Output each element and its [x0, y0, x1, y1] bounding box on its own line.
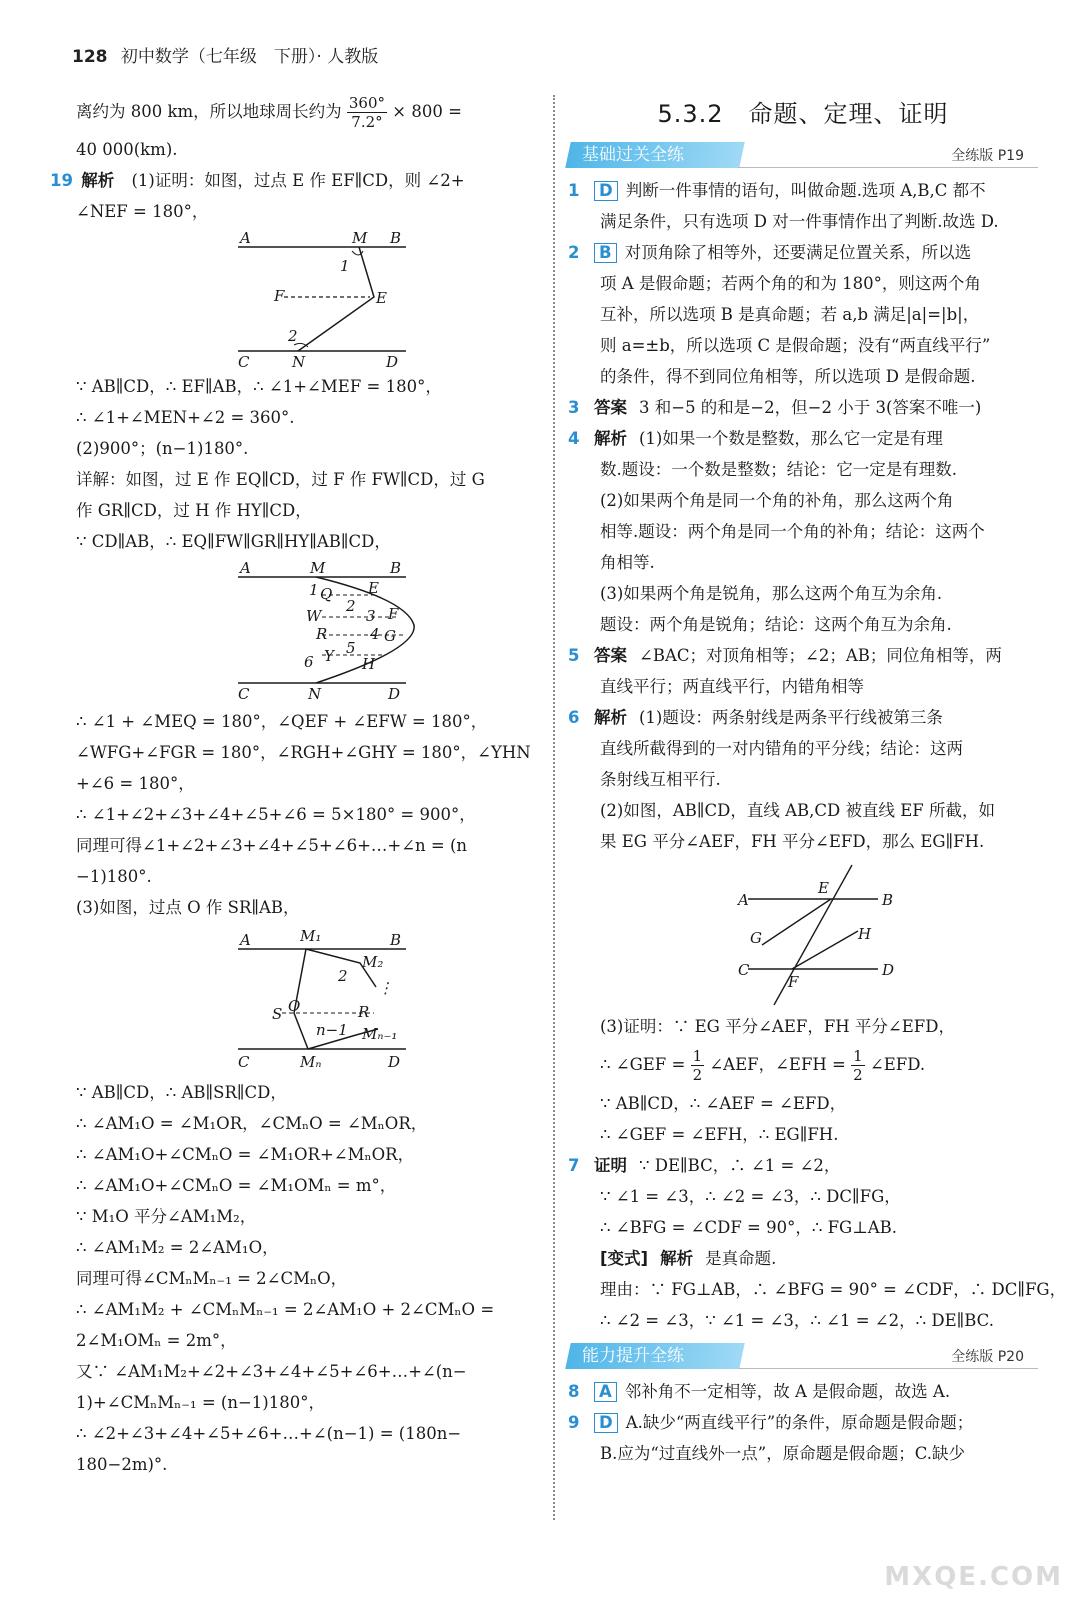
text-line: (2)如果两个角是同一个角的补角，那么这两个角	[600, 491, 954, 510]
label-C: C	[738, 961, 750, 979]
text-line: 直线所截得到的一对内错角的平分线；结论：这两	[600, 739, 963, 758]
text-line: ∴ ∠AM₁M₂ = 2∠AM₁O，	[76, 1238, 279, 1257]
label-F: F	[388, 605, 399, 623]
question-9	[568, 1407, 1038, 1438]
numerator: 1	[692, 1047, 703, 1065]
text: 对顶角除了相等外，还要满足位置关系，所以选	[624, 243, 972, 262]
text-line: (3)如图，过点 O 作 SR∥AB，	[76, 898, 300, 917]
question-number: 4	[568, 429, 580, 448]
question-number: 7	[568, 1156, 580, 1175]
analysis-tag: 解析	[594, 708, 627, 727]
text-line: +∠6 = 180°，	[76, 774, 195, 793]
label-D: D	[388, 685, 401, 703]
label-E: E	[376, 289, 387, 307]
denominator: 2	[692, 1066, 703, 1084]
text-line: 角相等.	[600, 553, 655, 572]
text-line: 2∠M₁OMₙ = 2m°，	[76, 1331, 237, 1350]
label-R: R	[358, 1003, 370, 1021]
numerator: 1	[853, 1047, 863, 1065]
text-line: ∵ AB∥CD，∴ ∠AEF = ∠EFD，	[600, 1094, 847, 1113]
text-line	[76, 90, 544, 134]
proof-tag: 证明	[594, 1156, 627, 1175]
label-E: E	[368, 579, 379, 597]
label-S: S	[272, 1005, 283, 1023]
banner-label	[565, 1343, 745, 1369]
text-line: 同理可得∠CMₙMₙ₋₁ = 2∠CMₙO，	[76, 1269, 348, 1288]
label-B: B	[390, 559, 402, 577]
label-D: D	[386, 353, 399, 369]
text-line: 详解：如图，过 E 作 EQ∥CD，过 F 作 FW∥CD，过 G	[76, 470, 485, 489]
text-line: ∴ ∠2 = ∠3，∵ ∠1 = ∠3，∴ ∠1 = ∠2，∴ DE∥BC.	[600, 1311, 994, 1330]
analysis-tag: 解析	[81, 171, 115, 190]
right-column	[568, 90, 1067, 1469]
text-line: ∵ M₁O 平分∠AM₁M₂，	[76, 1207, 257, 1226]
figure-2	[76, 559, 544, 704]
text-line: 互补，所以选项 B 是真命题；若 a,b 满足|a|=|b|，	[600, 305, 980, 324]
analysis-tag: 解析	[594, 429, 627, 448]
question-4	[568, 423, 1038, 454]
section-title: 5.3.2 命题、定理、证明	[657, 100, 949, 128]
text-line: 数.题设：一个数是整数；结论：它一定是有理数.	[600, 460, 957, 479]
text: A.缺少“两直线平行”的条件，原命题是假命题；	[625, 1413, 974, 1432]
text-line: ∴ ∠AM₁M₂ + ∠CMₙMₙ₋₁ = 2∠AM₁O + 2∠CMₙO =	[76, 1300, 495, 1319]
answer-box: D	[594, 1413, 618, 1433]
label-F: F	[788, 973, 799, 991]
banner-basic	[568, 139, 1038, 171]
text-line: 则 a=±b，所以选项 C 是假命题；没有“两直线平行”	[600, 336, 991, 355]
text: ∵ DE∥BC，∴ ∠1 = ∠2，	[639, 1156, 841, 1175]
text: 邻补角不一定相等，故 A 是假命题，故选 A.	[624, 1382, 951, 1401]
fraction	[851, 1047, 865, 1084]
label-Q: Q	[320, 585, 333, 603]
denominator: 2	[853, 1066, 863, 1084]
question-number: 5	[568, 646, 580, 665]
label-M: M	[352, 229, 368, 247]
answer-box: D	[594, 181, 618, 201]
text-line: 的条件，得不到同位角相等，所以选项 D 是假命题.	[600, 367, 976, 386]
text-line: B.应为“过直线外一点”，原命题是假命题；C.缺少	[600, 1444, 966, 1463]
text-line: (2)如图，AB∥CD，直线 AB,CD 被直线 EF 所截，如	[600, 801, 996, 820]
label-C: C	[238, 353, 250, 369]
label-A: A	[738, 891, 749, 909]
answer-tag: 答案	[594, 646, 627, 665]
label-B: B	[390, 931, 402, 949]
label-A: A	[240, 559, 251, 577]
book-title: 初中数学（七年级 下册）· 人教版	[120, 47, 379, 67]
label-G: G	[750, 929, 762, 947]
text: × 800 =	[392, 102, 462, 121]
text-line: (3)证明：∵ EG 平分∠AEF，FH 平分∠EFD，	[600, 1017, 955, 1036]
text: 离约为 800 km，所以地球周长约为	[76, 102, 342, 121]
label-M1: M₁	[300, 927, 322, 945]
text: ∠BAC；对顶角相等；∠2；AB；同位角相等，两	[639, 646, 1002, 665]
answer-box: A	[594, 1382, 617, 1402]
answer-tag: 答案	[594, 398, 627, 417]
label-H: H	[858, 925, 872, 943]
figure-3	[76, 925, 544, 1075]
label-W: W	[306, 607, 322, 625]
question-number: 8	[568, 1382, 580, 1401]
text-line: ∴ ∠1+∠MEN+∠2 = 360°.	[76, 408, 295, 427]
text-line: ∠WFG+∠FGR = 180°，∠RGH+∠GHY = 180°，∠YHN	[76, 743, 531, 762]
answer-box: B	[594, 243, 617, 263]
text: (1)如果一个数是整数，那么它一定是有理	[639, 429, 943, 448]
text-line: −1)180°.	[76, 867, 152, 886]
text-line: 作 GR∥CD，过 H 作 HY∥CD，	[76, 501, 312, 520]
banner-rule	[738, 167, 1038, 168]
text-line: 又∵ ∠AM₁M₂+∠2+∠3+∠4+∠5+∠6+…+∠(n−	[76, 1362, 467, 1381]
text-line: 相等.题设：两个角是同一个角的补角；结论：这两个	[600, 522, 985, 541]
label-3: 3	[366, 607, 376, 625]
label-M2: M₂	[362, 953, 384, 971]
text-line: 1)+∠CMₙMₙ₋₁ = (n−1)180°，	[76, 1393, 325, 1412]
label-Mn: Mₙ	[300, 1053, 322, 1071]
label-D: D	[388, 1053, 401, 1071]
banner-label	[565, 142, 745, 168]
text-line: ∴ ∠1+∠2+∠3+∠4+∠5+∠6 = 5×180° = 900°，	[76, 805, 476, 824]
fraction-line	[568, 1042, 1038, 1088]
banner-text: 基础过关全练	[582, 145, 684, 165]
text-line: ∴ ∠1 + ∠MEQ = 180°，∠QEF + ∠EFW = 180°，	[76, 712, 488, 731]
text-line: (2)900°；(n−1)180°.	[76, 439, 249, 458]
label-6: 6	[304, 653, 314, 671]
page-number: 128	[72, 47, 108, 67]
text-line: 项 A 是假命题；若两个角的和为 180°，则这两个角	[600, 274, 981, 293]
text-line: 条射线互相平行.	[600, 770, 721, 789]
question-19	[50, 165, 544, 196]
label-N: N	[292, 353, 306, 369]
question-number: 19	[50, 171, 73, 190]
text-line: 180−2m)°.	[76, 1455, 168, 1474]
denominator: 7.2°	[351, 113, 383, 131]
text: ∴ ∠GEF =	[600, 1055, 686, 1074]
text-line: 果 EG 平分∠AEF，FH 平分∠EFD，那么 EG∥FH.	[600, 832, 985, 851]
text-line: (3)如果两个角是锐角，那么这两个角互为余角.	[600, 584, 943, 603]
text-line: 同理可得∠1+∠2+∠3+∠4+∠5+∠6+…+∠n = (n	[76, 836, 468, 855]
label-Mn-1: Mₙ₋₁	[362, 1025, 398, 1043]
label-2: 2	[288, 327, 298, 345]
question-3	[568, 392, 1038, 423]
label-5: 5	[346, 639, 356, 657]
label-Y: Y	[324, 647, 334, 665]
label-C: C	[238, 1053, 250, 1071]
text-line: ∴ ∠BFG = ∠CDF = 90°，∴ FG⊥AB.	[600, 1218, 897, 1237]
label-M: M	[310, 559, 326, 577]
text: ∠EFD.	[869, 1055, 926, 1074]
text: (1)证明：如图，过点 E 作 EF∥CD，则 ∠2+	[131, 171, 465, 190]
label-1: 1	[309, 581, 319, 599]
label-A: A	[240, 931, 251, 949]
question-number: 6	[568, 708, 580, 727]
text-line: ∴ ∠AM₁O = ∠M₁OR，∠CMₙO = ∠MₙOR，	[76, 1114, 428, 1133]
text-line: ∴ ∠2+∠3+∠4+∠5+∠6+…+∠(n−1) = (180n−	[76, 1424, 462, 1443]
column-divider	[553, 95, 555, 1520]
figure-1	[76, 229, 544, 369]
banner-text: 能力提升全练	[582, 1346, 684, 1366]
label-D: D	[882, 961, 895, 979]
text-line: ∠NEF = 180°，	[76, 202, 209, 221]
label-B: B	[390, 229, 402, 247]
banner-rule	[738, 1368, 1038, 1369]
question-8	[568, 1376, 1038, 1407]
label-O: O	[288, 997, 301, 1015]
left-column	[50, 90, 544, 1480]
page-header	[72, 42, 378, 67]
question-number: 9	[568, 1413, 580, 1432]
label-2: 2	[346, 597, 356, 615]
question-number: 2	[568, 243, 580, 262]
fraction	[347, 94, 387, 131]
analysis-tag: 解析	[660, 1249, 694, 1268]
text-line: ∵ CD∥AB，∴ EQ∥FW∥GR∥HY∥AB∥CD，	[76, 532, 391, 551]
label-N: N	[308, 685, 322, 703]
question-7	[568, 1150, 1038, 1181]
text-line: ∵ ∠1 = ∠3，∴ ∠2 = ∠3，∴ DC∥FG，	[600, 1187, 901, 1206]
text-line: 直线平行；两直线平行，内错角相等	[600, 677, 864, 696]
label-A: A	[240, 229, 251, 247]
banner-ref: 全练版 P20	[951, 1349, 1024, 1365]
text-line: 理由：∵ FG⊥AB，∴ ∠BFG = 90° = ∠CDF，∴ DC∥FG，	[600, 1280, 1067, 1299]
text: 是真命题.	[705, 1249, 777, 1268]
text-line: ∴ ∠AM₁O+∠CMₙO = ∠M₁OR+∠MₙOR，	[76, 1145, 415, 1164]
question-number: 3	[568, 398, 580, 417]
watermark: MXQE.COM	[884, 1562, 1063, 1592]
variant-line	[568, 1243, 1038, 1274]
banner-ref: 全练版 P19	[951, 148, 1024, 164]
fraction	[691, 1047, 705, 1084]
numerator: 360°	[348, 94, 386, 112]
label-4: 4	[370, 625, 380, 643]
label-1: 1	[340, 257, 350, 275]
text-line: 40 000(km).	[76, 140, 178, 159]
label-2: 2	[338, 967, 348, 985]
question-2	[568, 237, 1038, 268]
variant-tag: [变式]	[600, 1249, 649, 1268]
text: ∠AEF，∠EFH =	[709, 1055, 846, 1074]
banner-advanced	[568, 1340, 1038, 1372]
question-5	[568, 640, 1038, 671]
label-n-1: n−1	[316, 1021, 348, 1039]
question-1	[568, 175, 1038, 206]
text-line: ∴ ∠AM₁O+∠CMₙO = ∠M₁OMₙ = m°，	[76, 1176, 397, 1195]
text: (1)题设：两条射线是两条平行线被第三条	[639, 708, 943, 727]
label-G: G	[384, 627, 396, 645]
label-B: B	[882, 891, 894, 909]
text-line: 满足条件，只有选项 D 对一件事情作出了判断.故选 D.	[600, 212, 999, 231]
text-line: ∵ AB∥CD，∴ EF∥AB，∴ ∠1+∠MEF = 180°，	[76, 377, 442, 396]
label-R: R	[316, 625, 328, 643]
question-6	[568, 702, 1038, 733]
text-line: ∵ AB∥CD，∴ AB∥SR∥CD，	[76, 1083, 287, 1102]
text: 判断一件事情的语句，叫做命题.选项 A,B,C 都不	[625, 181, 986, 200]
figure-4	[568, 859, 1038, 1009]
text: 3 和−5 的和是−2，但−2 小于 3(答案不唯一)	[639, 398, 982, 417]
label-H: H	[362, 655, 376, 673]
question-number: 1	[568, 181, 580, 200]
text-line: 题设：两个角是锐角；结论：这两个角互为余角.	[600, 615, 952, 634]
text-line: ∴ ∠GEF = ∠EFH，∴ EG∥FH.	[600, 1125, 839, 1144]
ellipsis: ⋮	[378, 979, 393, 997]
label-C: C	[238, 685, 250, 703]
label-E: E	[818, 879, 829, 897]
label-F: F	[274, 287, 285, 305]
